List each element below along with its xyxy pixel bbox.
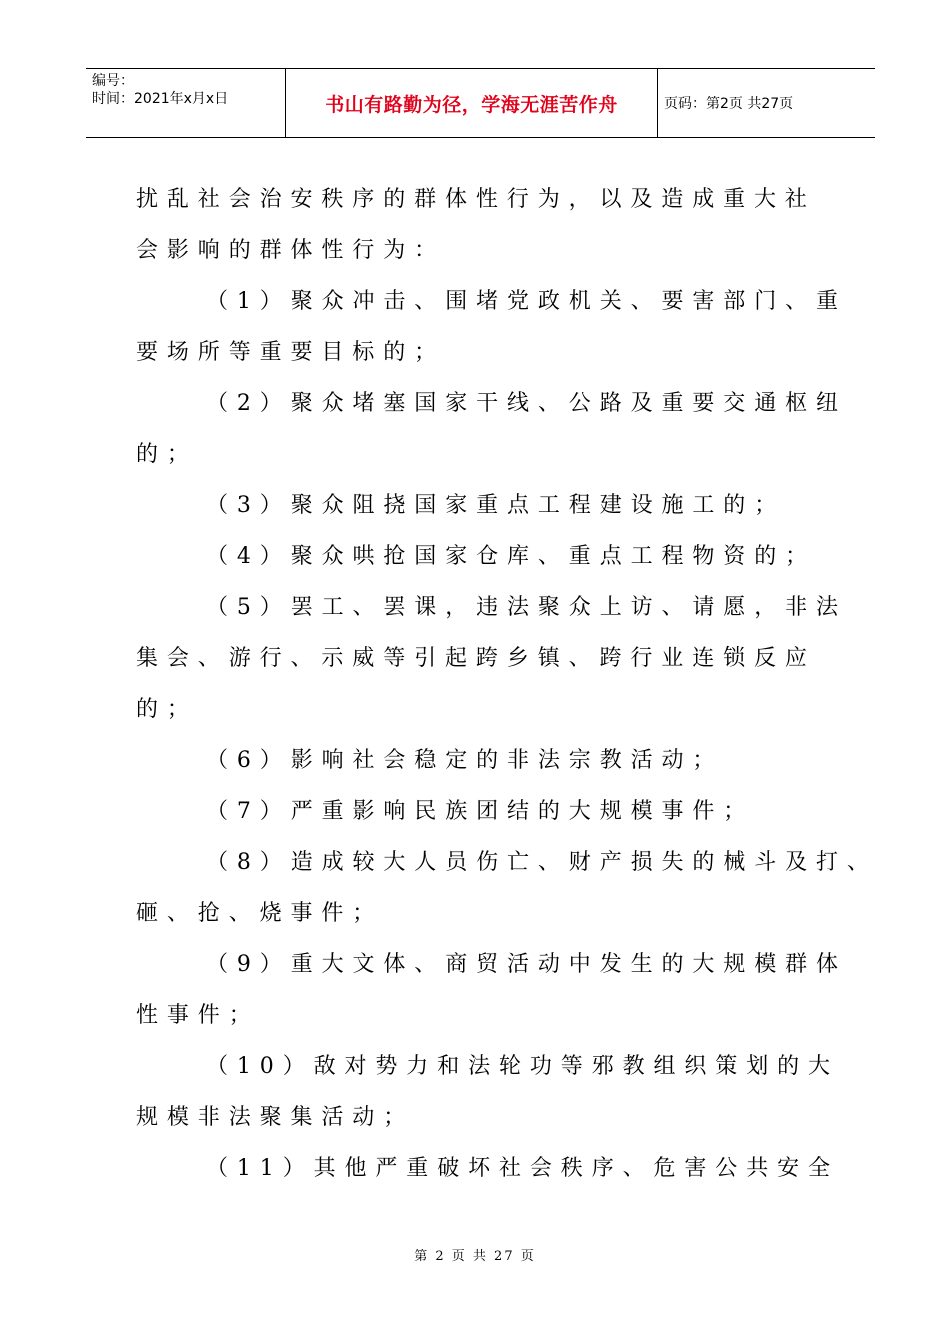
header-meta — [92, 72, 228, 108]
header-motto: 书山有路勤为径，学海无涯苦作舟 — [325, 93, 618, 116]
list-item-line: （7）严重影响民族团结的大规模事件； — [206, 799, 755, 824]
list-item-line: （4）聚众哄抢国家仓库、重点工程物资的； — [206, 544, 816, 569]
list-item-line: （11）其他严重破坏社会秩序、危害公共安全 — [206, 1156, 839, 1181]
body-line: 集会、游行、示威等引起跨乡镇、跨行业连锁反应 — [136, 646, 816, 671]
list-item-line: （2）聚众堵塞国家干线、公路及重要交通枢纽 — [206, 391, 847, 416]
list-item-line: （1）聚众冲击、围堵党政机关、要害部门、重 — [206, 289, 847, 314]
list-item-line: （6）影响社会稳定的非法宗教活动； — [206, 748, 724, 773]
list-item-line: （10）敌对势力和法轮功等邪教组织策划的大 — [206, 1054, 839, 1079]
body-line: 要场所等重要目标的； — [136, 340, 446, 365]
document-number-label: 编号： — [92, 73, 134, 89]
document-date-label: 时间：2021年x月x日 — [92, 91, 229, 107]
body-line: 性事件； — [136, 1003, 260, 1028]
body-line: 的； — [136, 697, 198, 722]
list-item-line: （3）聚众阻挠国家重点工程建设施工的； — [206, 493, 786, 518]
body-line: 的； — [136, 442, 198, 467]
header-page-number: 页码：第2页 共27页 — [664, 96, 794, 112]
body-line: 规模非法聚集活动； — [136, 1105, 415, 1130]
body-line: 会影响的群体性行为： — [136, 238, 446, 263]
page-footer: 第 2 页 共 27 页 — [414, 1249, 536, 1264]
document-body — [136, 174, 878, 1194]
list-item-line: （9）重大文体、商贸活动中发生的大规模群体 — [206, 952, 847, 977]
header-divider — [657, 69, 658, 137]
body-line: 砸、抢、烧事件； — [136, 901, 384, 926]
page-header — [86, 68, 875, 138]
list-item-line: （5）罢工、罢课，违法聚众上访、请愿，非法 — [206, 595, 847, 620]
body-line: 扰乱社会治安秩序的群体性行为，以及造成重大社 — [136, 187, 816, 212]
list-item-line: （8）造成较大人员伤亡、财产损失的械斗及打、 — [206, 850, 878, 875]
